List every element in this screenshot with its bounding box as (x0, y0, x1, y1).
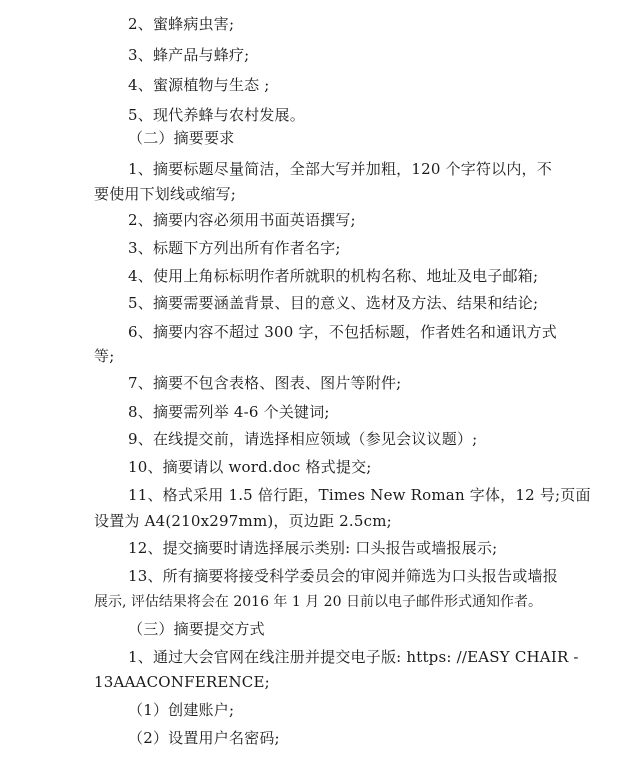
list-item: 4、蜜源植物与生态 ; (128, 76, 270, 94)
list-item: 2、蜜蜂病虫害; (128, 15, 235, 33)
list-item-continuation: 展示, 评估结果将会在 2016 年 1 月 20 日前以电子邮件形式通知作者。 (94, 594, 542, 610)
list-item: 4、使用上角标标明作者所就职的机构名称、地址及电子邮箱; (128, 267, 539, 285)
list-item: 5、现代养蜂与农村发展。 (128, 106, 305, 124)
list-item: 2、摘要内容必须用书面英语撰写; (128, 211, 356, 229)
list-item-continuation: 13AAACONFERENCE; (94, 673, 270, 691)
list-item: （2）设置用户名密码; (128, 729, 280, 747)
list-item-continuation: 要使用下划线或缩写; (94, 185, 237, 203)
list-item: （1）创建账户; (128, 701, 235, 719)
list-item: 6、摘要内容不超过 300 字，不包括标题，作者姓名和通讯方式 (128, 323, 557, 341)
list-item: 1、通过大会官网在线注册并提交电子版: https: //EASY CHAIR - (128, 648, 579, 666)
list-item: 13、所有摘要将接受科学委员会的审阅并筛选为口头报告或墙报 (128, 567, 558, 585)
list-item: 3、标题下方列出所有作者名字; (128, 239, 341, 257)
section-heading: （二）摘要要求 (128, 129, 235, 147)
list-item-continuation: 设置为 A4(210x297mm)，页边距 2.5cm; (94, 512, 392, 530)
list-item-continuation: 等; (94, 347, 115, 365)
section-heading: （三）摘要提交方式 (128, 620, 265, 638)
list-item: 9、在线提交前，请选择相应领域（参见会议议题）; (128, 430, 478, 448)
list-item: 12、提交摘要时请选择展示类别: 口头报告或墙报展示; (128, 539, 498, 557)
list-item: 7、摘要不包含表格、图表、图片等附件; (128, 374, 402, 392)
list-item: 8、摘要需列举 4-6 个关键词; (128, 403, 330, 421)
list-item: 1、摘要标题尽量简洁，全部大写并加粗，120 个字符以内，不 (128, 160, 552, 178)
list-item: 5、摘要需要涵盖背景、目的意义、选材及方法、结果和结论; (128, 294, 539, 312)
list-item: 3、蜂产品与蜂疗; (128, 46, 250, 64)
list-item: 10、摘要请以 word.doc 格式提交; (128, 458, 372, 476)
list-item: 11、格式采用 1.5 倍行距，Times New Roman 字体，12 号;页面 (128, 486, 591, 504)
